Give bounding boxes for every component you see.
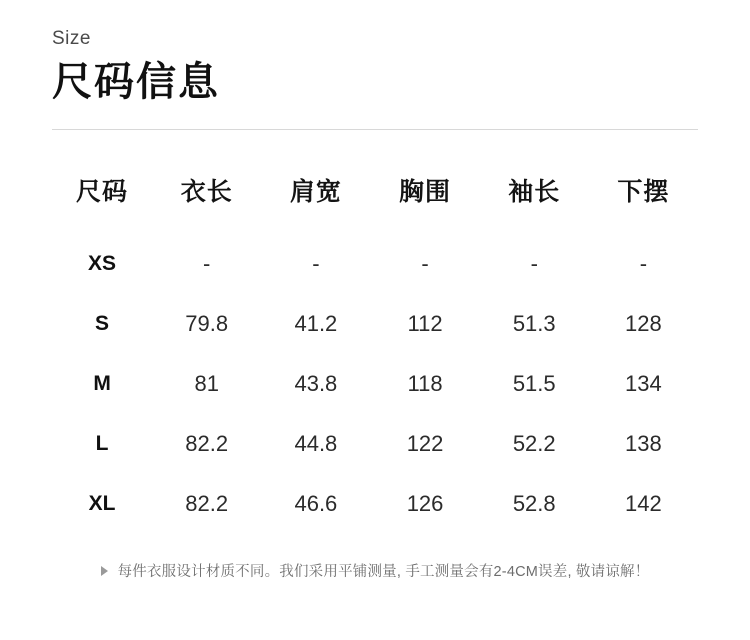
cell-hem: 134 (625, 370, 662, 396)
column-header-length: 衣长 (180, 177, 233, 206)
cell-shoulder: 46.6 (294, 490, 338, 516)
cell-shoulder: 41.2 (294, 310, 338, 336)
column-header-sleeve: 袖长 (508, 177, 561, 206)
footnote-text: 每件衣服设计材质不同。我们采用平铺测量, 手工测量会有2-4CM误差, 敬请谅解！ (117, 564, 650, 580)
cell-size: XL (88, 491, 116, 515)
size-table (52, 160, 698, 534)
cell-bust: 112 (407, 310, 443, 336)
cell-shoulder: 44.8 (294, 430, 338, 456)
cell-sleeve: 52.2 (512, 430, 556, 456)
cell-length: 82.2 (185, 430, 229, 456)
cell-sleeve: 51.5 (512, 370, 556, 396)
cell-size: M (93, 371, 111, 395)
header-divider (52, 129, 698, 130)
cell-size: L (95, 431, 109, 455)
cell-hem: 138 (625, 430, 662, 456)
table-row (52, 414, 698, 474)
cell-sleeve: - (530, 250, 538, 276)
cell-shoulder: - (312, 250, 320, 276)
cell-bust: 118 (407, 370, 443, 396)
cell-hem: - (639, 250, 648, 276)
cell-size: S (95, 311, 110, 335)
column-header-size: 尺码 (76, 177, 129, 206)
table-row (52, 474, 698, 534)
cell-bust: - (421, 250, 429, 276)
table-row (52, 294, 698, 354)
page-eyebrow: Size (52, 28, 91, 49)
cell-hem: 142 (625, 490, 662, 516)
size-table-body (52, 234, 698, 534)
cell-sleeve: 52.8 (512, 490, 556, 516)
measurement-footnote (52, 560, 698, 581)
cell-sleeve: 51.3 (512, 310, 556, 336)
cell-size: XS (88, 251, 117, 275)
cell-length: - (203, 250, 211, 276)
cell-bust: 126 (406, 490, 444, 516)
column-header-hem: 下摆 (617, 177, 670, 206)
table-header-row (52, 160, 698, 234)
page-title: 尺码信息 (52, 59, 220, 104)
cell-length: 79.8 (185, 310, 229, 336)
cell-bust: 122 (406, 430, 444, 456)
cell-length: 82.2 (185, 490, 229, 516)
size-table-head (52, 160, 698, 234)
cell-hem: 128 (625, 310, 662, 336)
table-row (52, 234, 698, 294)
cell-length: 81 (194, 370, 219, 396)
triangle-bullet-icon (101, 566, 108, 576)
cell-shoulder: 43.8 (294, 370, 338, 396)
column-header-shoulder: 肩宽 (289, 177, 342, 206)
column-header-bust: 胸围 (399, 177, 452, 206)
table-row (52, 354, 698, 414)
